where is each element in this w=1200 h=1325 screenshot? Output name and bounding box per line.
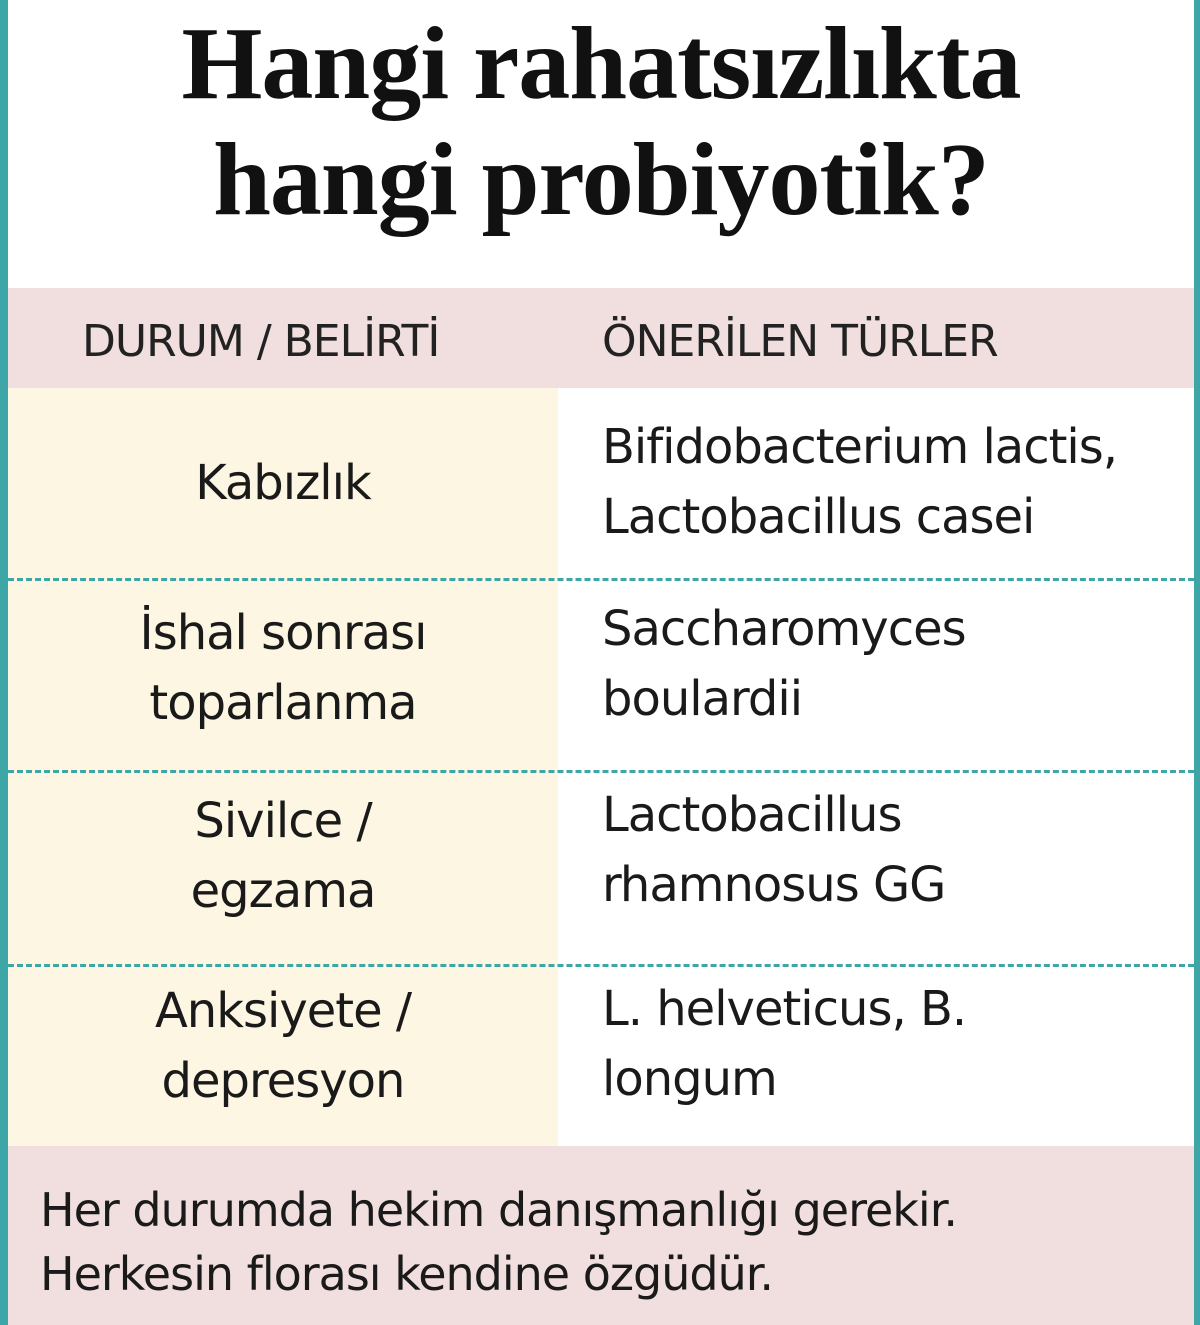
condition-line: İshal sonrası bbox=[139, 605, 427, 661]
condition-cell bbox=[8, 786, 558, 926]
column-header-condition: DURUM / BELİRTİ bbox=[82, 316, 440, 367]
page-title bbox=[8, 6, 1194, 238]
table-row bbox=[8, 966, 1194, 1146]
species-line: Bifidobacterium lactis, bbox=[602, 419, 1118, 475]
species-line: L. helveticus, B. bbox=[602, 981, 967, 1037]
condition-cell bbox=[8, 976, 558, 1116]
species-line: longum bbox=[602, 1051, 777, 1107]
species-cell bbox=[602, 412, 1192, 552]
condition-cell bbox=[8, 448, 558, 518]
species-cell bbox=[602, 780, 1192, 920]
table-row bbox=[8, 580, 1194, 770]
species-line: Lactobacillus bbox=[602, 787, 902, 843]
footer-line-2: Herkesin florası kendine özgüdür. bbox=[40, 1247, 774, 1301]
condition-line: Anksiyete / bbox=[154, 983, 412, 1039]
table-row bbox=[8, 772, 1194, 964]
condition-line: toparlanma bbox=[149, 675, 417, 731]
species-line: Lactobacillus casei bbox=[602, 489, 1035, 545]
species-line: Saccharomyces bbox=[602, 601, 966, 657]
species-cell bbox=[602, 974, 1192, 1114]
footer-note bbox=[8, 1146, 1194, 1325]
condition-line: depresyon bbox=[161, 1053, 405, 1109]
condition-line: egzama bbox=[190, 863, 376, 919]
species-cell bbox=[602, 594, 1192, 734]
table-row bbox=[8, 388, 1194, 578]
condition-line: Sivilce / bbox=[194, 793, 372, 849]
table-header bbox=[8, 288, 1194, 388]
title-line-1: Hangi rahatsızlıkta bbox=[181, 6, 1021, 121]
condition-cell bbox=[8, 598, 558, 738]
species-line: rhamnosus GG bbox=[602, 857, 946, 913]
condition-line: Kabızlık bbox=[195, 455, 371, 511]
footer-line-1: Her durumda hekim danışmanlığı gerekir. bbox=[40, 1183, 958, 1237]
table-body bbox=[8, 388, 1194, 1146]
title-line-2: hangi probiyotik? bbox=[213, 122, 989, 237]
species-line: boulardii bbox=[602, 671, 803, 727]
column-header-species: ÖNERİLEN TÜRLER bbox=[602, 316, 998, 367]
